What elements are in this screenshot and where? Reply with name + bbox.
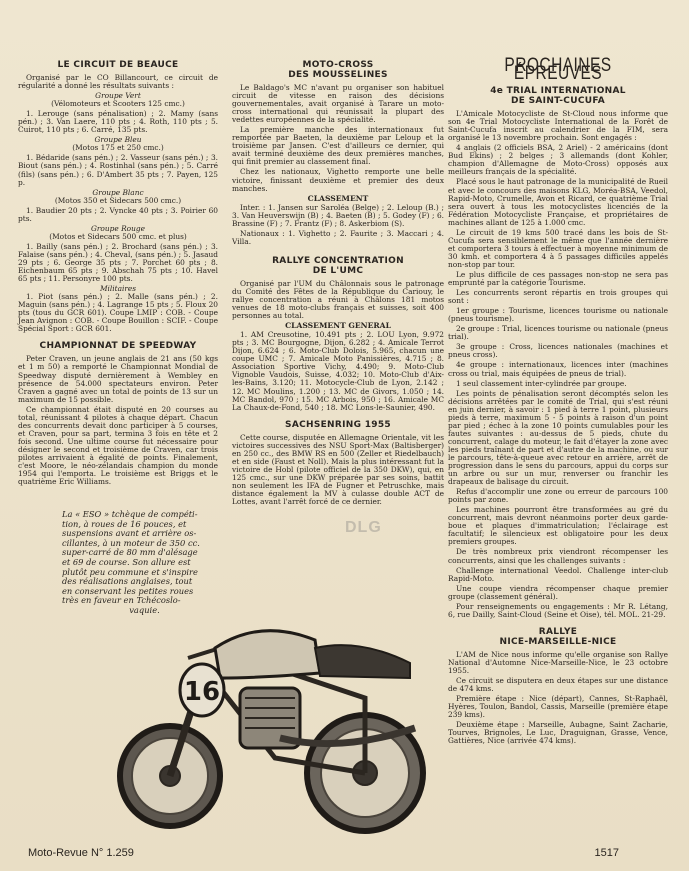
classement-inter: Inter. : 1. Jansen sur Saroléa (Belge) ; 2. Leloup (B.) ; 3. Van Heuverswijn (B) ; 4. Baeten (B) ; 5. Godey (F) ; 6. Brassine (F) ; 7. Frantz (F) ; 8. Askerbiom (S). xyxy=(232,202,444,228)
caption-line: La « ESO » tchèque de compéti- xyxy=(62,509,198,519)
cucufa-paragraph: Une coupe viendra récompenser chaque premier groupe (classement général). xyxy=(448,583,668,601)
umc-title-2: DE L'UMC xyxy=(312,265,364,276)
motorcycle-photo xyxy=(110,578,440,840)
mousselines-paragraph: Chez les nationaux, Vighetto remporte une belle victoire, finissant deuxième et premier des deux manches. xyxy=(232,167,444,193)
nice-paragraph: Deuxième étape : Marseille, Aubagne, Saint Zacharie, Tourves, Brignoles, Le Luc, Draguignan, Grasse, Vence, Gattières, Nice (arrivée 474 kms). xyxy=(448,720,668,746)
nice-paragraph: L'AM de Nice nous informe qu'elle organise son Rallye National d'Automne Nice-Marseille-Nice, le 23 octobre 1955. xyxy=(448,649,668,675)
caption-line: en conservant les petites roues xyxy=(62,585,194,596)
column-left xyxy=(18,54,218,488)
group-sub: (Motos 175 et 250 cmc.) xyxy=(72,143,164,153)
group-results: 1. Bailly (sans pén.) ; 2. Brochard (sans pén.) ; 3. Falaise (sans pén.) ; 4. Cheval, (sans pén.) ; 5. Jasaud 29 pts ; 6. George 35 pts ; 7. Porchet 60 pts ; 8. Eichenbaum 65 pts ; 9. Abschah 75 pts ; 10. Havel 65 pts ; 11. Personyre 100 pts. xyxy=(18,241,218,284)
group-name: Groupe Blanc xyxy=(92,187,144,197)
mousselines-title-1: MOTO-CROSS xyxy=(302,60,374,70)
nice-title-1: RALLYE xyxy=(538,626,578,637)
group-sub: (Vélomoteurs et Scooters 125 cmc.) xyxy=(51,99,185,109)
group-name: Groupe Vert xyxy=(95,91,141,101)
cucufa-paragraph: 2e groupe : Trial, licences tourisme ou nationale (pneus trial). xyxy=(448,324,668,342)
caption-line: très en faveur en Tchécoslo- xyxy=(62,595,181,606)
caption-line: et 69 de course. Son allure est xyxy=(62,556,191,567)
cucufa-paragraph: Pour renseignements ou engagements : Mr R. Létang, 6, rue Dailly, Saint-Cloud (Seine et Oise), tél. MOL. 21-29. xyxy=(448,601,668,619)
mousselines-title-2: DES MOUSSELINES xyxy=(288,70,388,80)
cucufa-paragraph: Le plus difficile de ces passages non-stop ne sera pas emprunté par la catégorie Tourisme. xyxy=(448,269,668,288)
umc-classement-heading: CLASSEMENT GENERAL xyxy=(285,321,391,331)
footer-issue: Moto-Revue N° 1.259 xyxy=(28,847,134,859)
mousselines-paragraph: La première manche des internationaux fut remportée par Baeten, la deuxième par Leloup et la troisième par Jansen. C'est d'ailleurs ce dernier, qui avait terminé deuxième des deux premières manches, qui finit premier au classement final. xyxy=(232,125,444,167)
caption-line: tion, à roues de 16 pouces, et xyxy=(62,518,187,529)
sachsenring-title: SACHSENRING 1955 xyxy=(285,419,391,430)
caption-line: suspensions avant et arrière os- xyxy=(62,528,197,539)
group-sub: (Motos 350 et Sidecars 500 cmc.) xyxy=(54,195,182,205)
column-middle xyxy=(232,54,444,508)
footer-page-number: 1517 xyxy=(594,847,619,859)
caption-line: super-carré de 80 mm d'alésage xyxy=(62,547,198,558)
cucufa-paragraph: 4 anglais (2 officiels BSA, 2 Ariel) - 2 américains (dont Bud Ekins) ; 2 belges ; 3 allemands (dont Kohler, champion d'Allemagne de Moto-Cross) opposés aux meilleurs français de la spécialité. xyxy=(448,143,668,177)
nice-title-2: NICE-MARSEILLE-NICE xyxy=(499,636,617,647)
cucufa-paragraph: De très nombreux prix viendront récompenser les concurrents, ainsi que les challenges suivants : xyxy=(448,547,668,565)
caption-line: vaquie. xyxy=(129,604,160,615)
group-results: 1. Piot (sans pén.) ; 2. Malle (sans pén.) ; 2. Maguin (sans pén.) ; 4. Lagrange 15 pts ; 5. Floux 20 pts (tous du GCR 601). Coupe LMIP : COB. - Coupe Jean Avignon : COB. - Coupe Bouillon : SCIF. - Coupe Spécial Sport : GCR 601. xyxy=(18,292,218,334)
caption-line: plutôt peu commune et s'inspire xyxy=(62,566,198,577)
fuel-tank xyxy=(215,631,320,678)
caption-line: cillantes, à un moteur de 350 cc. xyxy=(62,537,200,548)
beauce-intro: Organisé par le CO Billancourt, ce circuit de régularité a donné les résultats suivants : xyxy=(18,73,218,91)
umc-results: 1. AM Creusotine, 10.491 pts ; 2. LOU Lyon, 9.972 pts ; 3. MC Bourgogne, Dijon, 6.282 ; 4. Amicale Terrot Dijon, 6.624 ; 6. Moto-Club Dolois, 5.965, chacun une coupe UMC ; 7. Amicale Moto Panissières, 4.715 ; 8. Association Sportive Vichy, 4.490; 9. Moto-Club Vignoble Vaudois, Suisse, 4.032; 10. Moto-Club d'Aix-les-Bains, 3.120; 11. Motocycle-Club de Lyon, 2.142 ; 12. MC Moulins, 1.200 ; 13. MC de Givors, 1.050 ; 14. MC Bandol, 970 ; 15. MC Arbois, 950 ; 16. Amicale MC La Chaux-de-Fond, 540 ; 18. MC Lons-le-Saunier, 490. xyxy=(232,330,444,412)
classement-nationaux: Nationaux : 1. Vighetto ; 2. Faurite ; 3. Maccari ; 4. Villa. xyxy=(232,228,444,246)
cucufa-paragraph: Le circuit de 19 kms 500 tracé dans les bois de St-Cucufa sera sensiblement le même que l'année dernière et comportera 3 tours à effectuer à moyenne minimum de 30 kmh. et comportera 4 à 5 passages difficiles appelés non-stop par tour. xyxy=(448,227,668,269)
group-name: Groupe Bleu xyxy=(94,135,142,145)
group-results: 1. Lerouge (sans pénalisation) ; 2. Mamy (sans pén.) ; 3. Van Laere, 110 pts ; 4. Roth, 110 pts ; 5. Cuirot, 110 pts ; 6. Carré, 135 pts. xyxy=(18,109,218,135)
caption-line: des réalisations anglaises, tout xyxy=(62,576,193,587)
cucufa-paragraph: Les concurrents seront répartis en trois groupes qui sont : xyxy=(448,288,668,306)
cucufa-title-2: DE SAINT-CUCUFA xyxy=(510,96,606,107)
umc-title-1: RALLYE CONCENTRATION xyxy=(272,255,404,266)
group-name: Militaires xyxy=(99,284,137,294)
cucufa-paragraph: 3e groupe : Cross, licences nationales (machines et pneus cross). xyxy=(448,342,668,360)
race-number: 16 xyxy=(183,677,221,707)
cucufa-paragraph: Les points de pénalisation seront décomptés selon les décisions arrêtées par le comité de Trial, qui s'est réuni en juin dernier, à savoir : 1 pied à terre 1 point, plusieurs pieds à terre, maximum 5 - 5 points à raison d'un point par pied ; échec à la zone 10 points cumulables pour les fautes suivantes : au-dessus de 5 pieds, chute du concurrent, calage du moteur, le fait d'étayer la zone avec les pieds traînant de part et d'autre de la machine, ou sur le parcours, tête-à-queue avec retour en arrière, arrêt de progression dans le sens du parcours, appui du corps sur un arbre ou sur un mur, renverser ou franchir les drapeaux de balisage du circuit. xyxy=(448,388,668,487)
speedway-title: CHAMPIONNAT DE SPEEDWAY xyxy=(39,341,197,352)
cucufa-paragraph: 4e groupe : internationaux, licences inter (machines cross ou trial, mais équipées de pneus de trial). xyxy=(448,360,668,378)
cucufa-paragraph: Refus d'accomplir une zone ou erreur de parcours 100 points par zone. xyxy=(448,487,668,505)
cucufa-paragraph: 1er groupe : Tourisme, licences tourisme ou nationale (pneus tourisme). xyxy=(448,306,668,324)
cucufa-paragraph: 1 seul classement inter-cylindrée par groupe. xyxy=(456,378,627,388)
group-sub: (Motos et Sidecars 500 cmc. et plus) xyxy=(49,231,187,241)
nice-paragraph: Première étape : Nice (départ), Cannes, St-Raphaël, Hyères, Toulon, Bandol, Cassis, Marseille (première étape 239 kms). xyxy=(448,694,668,720)
group-name: Groupe Rouge xyxy=(91,223,145,233)
watermark: DLG xyxy=(345,519,382,536)
speedway-paragraph: Ce championnat était disputé en 20 courses au total, réunissant 4 pilotes à chaque départ. Chacun des concurrents devait donc participer à 5 courses, et Craven, pour sa part, termina 3 fois en tête et 2 fois second. Une ultime course fut nécessaire pour désigner le second et troisième de Craven, car trois pilotes arrivaient à égalité de points. Finalement, c'est Moore, le néo-zélandais champion du monde 1954 qui l'emporta. Le troisième est Briggs et le quatrième Eric Williams. xyxy=(18,404,218,487)
section-header: PROCHAINES ÉPREUVES xyxy=(504,55,612,85)
cucufa-paragraph: Challenge international Veedol. Challenge inter-club Rapid-Moto. xyxy=(448,565,668,583)
cucufa-paragraph: Placé sous le haut patronage de la municipalité de Rueil et avec le concours des maisons KLG, Moréa-BSA, Veedol, Rapid-Moto, Crumelle, Avon et Ricard, ce quatrième Trial sera ouvert à tous les motocyclistes licenciés de la Fédération Motocycliste Française, et propriétaires de machines allant de 125 à 1.000 cmc. xyxy=(448,177,668,227)
classement-heading: CLASSEMENT xyxy=(307,193,369,203)
column-right xyxy=(448,55,668,747)
group-results: 1. Baudier 20 pts ; 2. Vyncke 40 pts ; 3. Poirier 60 pts. xyxy=(18,205,218,223)
umc-paragraph: Organisé par l'UM du Châlonnais sous le patronage du Comité des Fêtes de la République du Cariouy, le rallye concentration a réuni à Châlons 181 motos venues de 18 moto-clubs français et suisses, soit 400 personnes au total. xyxy=(232,278,444,321)
motorcycle-illustration xyxy=(120,631,423,831)
sachsenring-text: Cette course, disputée en Allemagne Orientale, vit les victoires successives des NSU Sport-Max (Baltisberger) en 250 cc., des BMW RS en 500 (Zeller et Riedelbauch) et en side (Faust et Noll). Mais la plus intéressant fut la victoire de Hobl (pilote officiel de la 350 DKW), qui, en 125 cmc., sur une DKW préparée par ses soins, battit non seulement les IFA de Fugner et Petruschke, mais distance également la MV à culasse double ACT de Lottes, avant l'arrêt forcé de ce dernier. xyxy=(232,432,444,507)
cucufa-paragraph: Les machines pourront être transformées au gré du concurrent, mais devront néanmoins porter deux garde-boue et plaques d'immatriculation; l'éclairage est facultatif; le silencieux est obligatoire pour les deux premiers groupes. xyxy=(448,505,668,547)
beauce-title: LE CIRCUIT DE BEAUCE xyxy=(57,60,179,70)
group-results: 1. Bédaride (sans pén.) ; 2. Vasseur (sans pén.) ; 3. Biout (sans pén.) ; 4. Rostinhal (sans pén.) ; 5. Carré (fils) (sans pén.) ; 6. D'Ambert 35 pts ; 7. Payen, 125 p. xyxy=(18,153,218,187)
mousselines-paragraph: Le Baldago's MC n'avant pu organiser son habituel circuit de vitesse en raison des décisions gouvernementales, avait organisé à Tarare un moto-cross international qui réunissait la plupart des vedettes européennes de la spécialité. xyxy=(232,83,444,125)
nice-paragraph: Ce circuit se disputera en deux étapes sur une distance de 474 kms. xyxy=(448,676,668,694)
cucufa-title-1: 4e TRIAL INTERNATIONAL xyxy=(490,86,626,97)
cucufa-paragraph: L'Amicale Motocycliste de St-Cloud nous informe que son 4e Trial Motocycliste International de la Forêt de Saint-Cucufa inscrit au calendrier de la FIM, sera organisé le 13 novembre prochain. Sont engagés : xyxy=(448,109,668,143)
speedway-paragraph: Peter Craven, un jeune anglais de 21 ans (50 kgs et 1 m 50) a remporté le Championnat Mondial de Speedway disputé dernièrement à Wembley en présence de 54.000 spectateurs environ. Peter Craven a gagné avec un total de points de 13 sur un maximum de 15 possible. xyxy=(18,354,218,404)
